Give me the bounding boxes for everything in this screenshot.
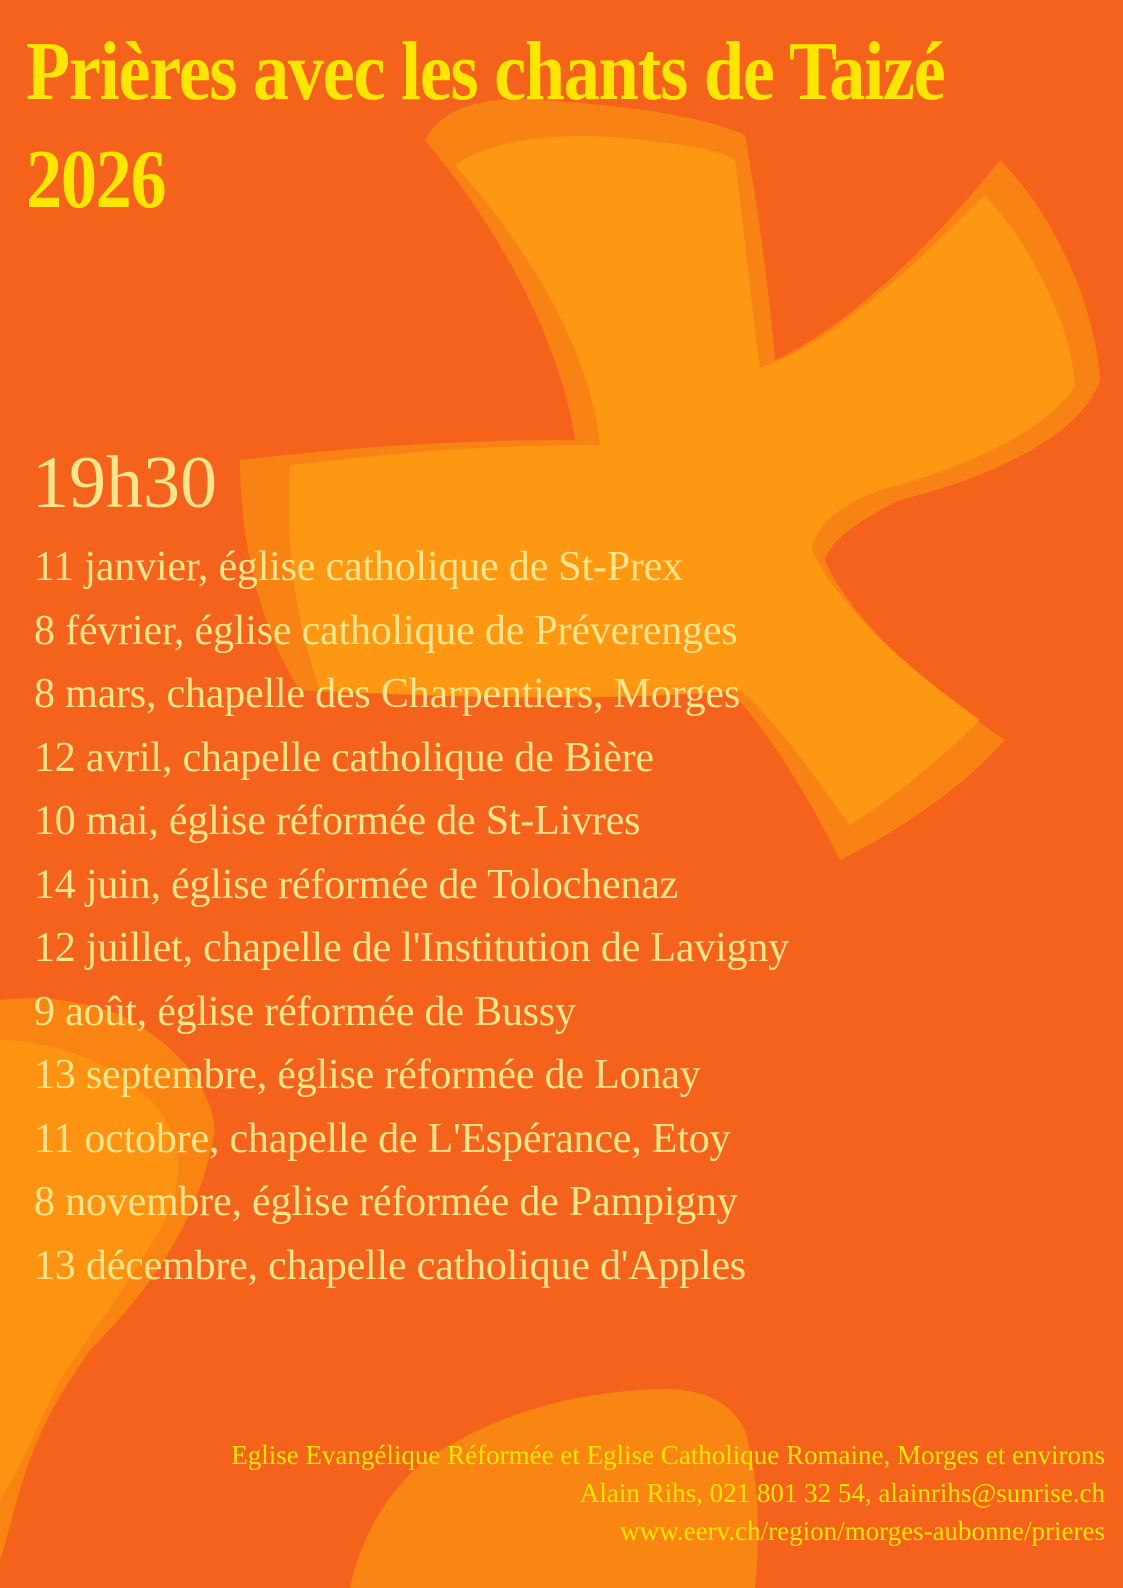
- event-item: 11 janvier, église catholique de St-Prex: [34, 544, 683, 590]
- event-item: 10 mai, église réformée de St-Livres: [34, 798, 641, 844]
- poster-title: [26, 18, 955, 234]
- footer-website: www.eerv.ch/region/morges-aubonne/prieres: [620, 1516, 1105, 1546]
- footer-organization: Eglise Evangélique Réformée et Eglise Catholique Romaine, Morges et environs: [231, 1440, 1105, 1470]
- event-item: 9 août, église réformée de Bussy: [34, 988, 576, 1035]
- event-item: 12 avril, chapelle catholique de Bière: [34, 734, 654, 781]
- event-item: 11 octobre, chapelle de L'Espérance, Etoy: [34, 1115, 731, 1162]
- event-item: 8 février, église catholique de Préverenges: [34, 607, 738, 654]
- title-line-1: Prières avec les chants de Taizé: [26, 25, 945, 118]
- footer: [15, 1436, 1105, 1550]
- event-item: 13 décembre, chapelle catholique d'Apples: [34, 1242, 746, 1289]
- event-item: 14 juin, église réformée de Tolochenaz: [34, 861, 679, 908]
- event-item: 12 juillet, chapelle de l'Institution de Lavigny: [34, 925, 789, 971]
- event-time: 19h30: [32, 442, 217, 524]
- event-item: 13 septembre, église réformée de Lonay: [34, 1052, 701, 1098]
- title-line-2: 2026: [26, 133, 166, 226]
- event-list: [34, 536, 789, 1298]
- event-item: 8 novembre, église réformée de Pampigny: [34, 1179, 738, 1225]
- event-item: 8 mars, chapelle des Charpentiers, Morges: [34, 671, 740, 717]
- footer-contact: Alain Rihs, 021 801 32 54, alainrihs@sunrise.ch: [579, 1478, 1105, 1508]
